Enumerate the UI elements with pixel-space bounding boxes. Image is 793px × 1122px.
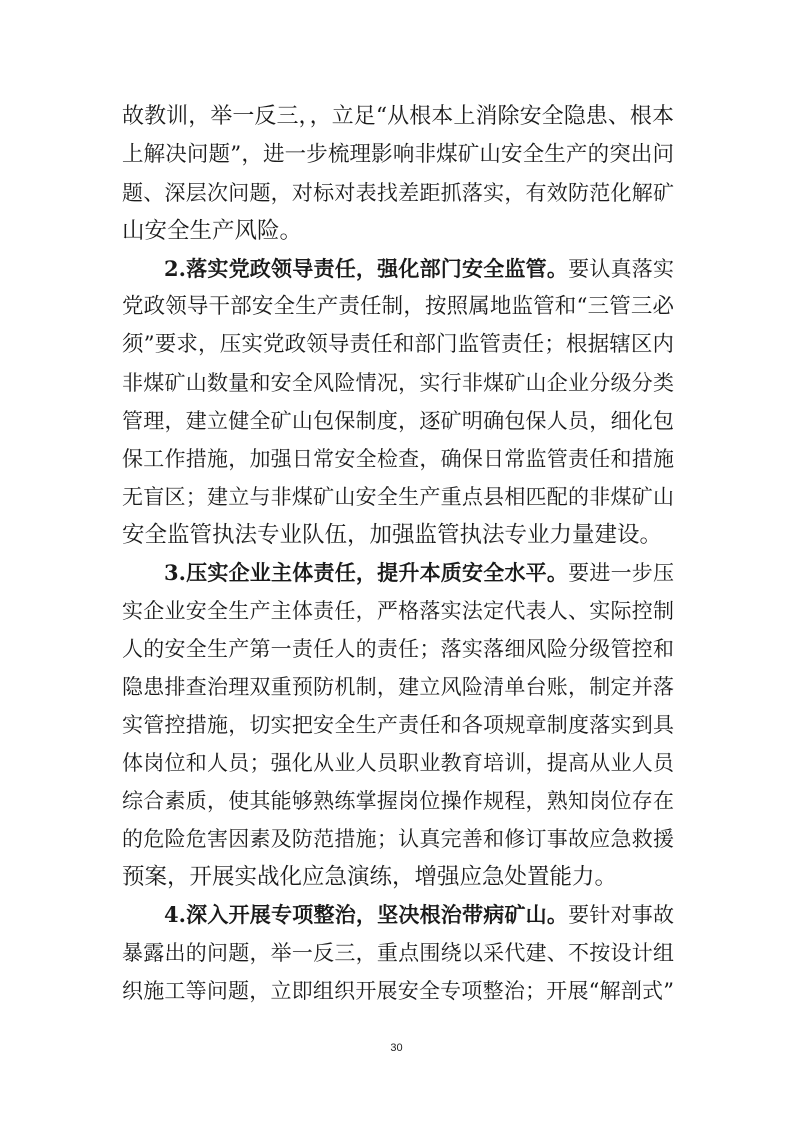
body-text-line: 题、深层次问题，对标对表找差距抓落实，有效防范化解矿: [122, 181, 674, 205]
body-text-line: 织施工等问题，立即组织开展安全专项整治；开展“解剖式”: [122, 979, 674, 1003]
body-text-line: 综合素质，使其能够熟练掌握岗位操作规程，熟知岗位存在: [122, 789, 674, 813]
body-text-line: 暴露出的问题，举一反三，重点围绕以采代建、不按设计组: [122, 941, 674, 965]
body-text-line: 须”要求，压实党政领导责任和部门监管责任；根据辖区内: [122, 332, 674, 357]
body-text-line: 无盲区；建立与非煤矿山安全生产重点县相匹配的非煤矿山: [122, 485, 674, 509]
body-text-line: 管理，建立健全矿山包保制度，逐矿明确包保人员，细化包: [122, 409, 674, 433]
section-text: 要进一步压: [568, 561, 675, 585]
body-text-line: 上解决问题”，进一步梳理影响非煤矿山安全生产的突出问: [122, 142, 674, 167]
body-text-line: 安全监管执法专业队伍，加强监管执法专业力量建设。: [122, 522, 663, 548]
body-text-line: 实管控措施，切实把安全生产责任和各项规章制度落实到具: [122, 713, 674, 737]
body-text-line: 党政领导干部安全生产责任制，按照属地监管和“三管三必: [122, 294, 674, 319]
section-text: 要认真落实: [568, 257, 675, 281]
section-heading-line: [164, 897, 674, 933]
body-text-line: 非煤矿山数量和安全风险情况，实行非煤矿山企业分级分类: [122, 371, 674, 395]
body-text-line: 故教训，举一反三，，立足“从根本上消除安全隐患、根本: [122, 104, 674, 129]
body-text-line: 体岗位和人员；强化从业人员职业教育培训，提高从业人员: [122, 751, 674, 775]
section-text: 要针对事故: [568, 903, 675, 927]
body-text-line: 保工作措施，加强日常安全检查，确保日常监管责任和措施: [122, 447, 674, 471]
body-text-line: 隐患排查治理双重预防机制，建立风险清单台账，制定并落: [122, 675, 674, 699]
section-heading: 4.深入开展专项整治，坚决根治带病矿山。: [164, 902, 569, 927]
body-text-line: 山安全生产风险。: [122, 218, 303, 244]
body-text-line: 的危险危害因素及防范措施；认真完善和修订事故应急救援: [122, 827, 674, 851]
section-heading-line: [164, 555, 674, 591]
section-heading: 2.落实党政领导责任，强化部门安全监管。: [164, 256, 569, 281]
page-number: 30: [390, 1042, 403, 1054]
section-heading: 3.压实企业主体责任，提升本质安全水平。: [164, 560, 569, 585]
body-text-line: 实企业安全生产主体责任，严格落实法定代表人、实际控制: [122, 599, 674, 623]
body-text-line: 预案，开展实战化应急演练，增强应急处置能力。: [122, 864, 618, 890]
section-heading-line: [164, 251, 674, 287]
body-text-line: 人的安全生产第一责任人的责任；落实落细风险分级管控和: [122, 637, 674, 661]
